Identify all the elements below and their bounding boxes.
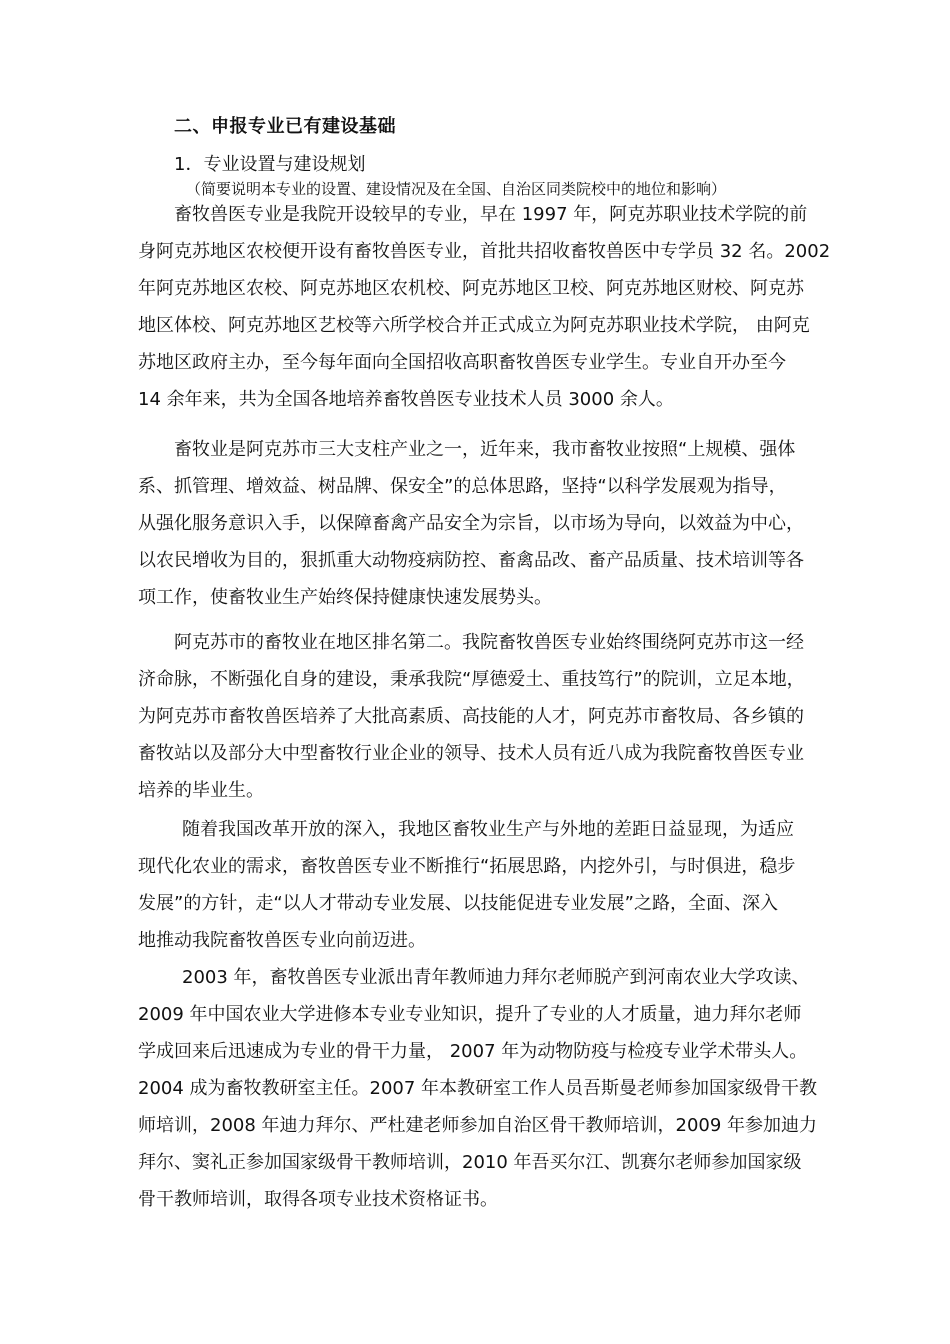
paragraph-4 bbox=[138, 811, 840, 959]
text-line: 项工作，使畜牧业生产始终保持健康快速发展势头。 bbox=[138, 587, 552, 608]
text-line: 畜牧业是阿克苏市三大支柱产业之一，近年来，我市畜牧业按照“上规模、强体 bbox=[174, 439, 796, 460]
text-line: 身阿克苏地区农校便开设有畜牧兽医专业，首批共招收畜牧兽医中专学员 32 名。2002 bbox=[138, 241, 831, 262]
text-line: 2003 年，畜牧兽医专业派出青年教师迪力拜尔老师脱产到河南农业大学攻读、 bbox=[182, 967, 810, 988]
paragraph-1 bbox=[138, 196, 840, 418]
text-line: 阿克苏市的畜牧业在地区排名第二。我院畜牧兽医专业始终围绕阿克苏市这一经 bbox=[174, 632, 804, 653]
text-line: 骨干教师培训，取得各项专业技术资格证书。 bbox=[138, 1189, 498, 1210]
text-line: 苏地区政府主办，至今每年面向全国招收高职畜牧兽医专业学生。专业自开办至今 bbox=[138, 352, 786, 373]
text-line: 随着我国改革开放的深入，我地区畜牧业生产与外地的差距日益显现，为适应 bbox=[182, 819, 794, 840]
paragraph-2 bbox=[138, 431, 840, 616]
sub-heading: 1．专业设置与建设规划 bbox=[174, 154, 366, 175]
text-line: 14 余年来，共为全国各地培养畜牧兽医专业技术人员 3000 余人。 bbox=[138, 389, 674, 410]
text-line: 济命脉，不断强化自身的建设，秉承我院“厚德爱土、重技笃行”的院训，立足本地， bbox=[138, 669, 805, 690]
text-line: 现代化农业的需求，畜牧兽医专业不断推行“拓展思路，内挖外引，与时俱进，稳步 bbox=[138, 856, 796, 877]
paragraph-3 bbox=[138, 624, 840, 809]
text-line: 培养的毕业生。 bbox=[138, 780, 264, 801]
text-line: 畜牧兽医专业是我院开设较早的专业，早在 1997 年，阿克苏职业技术学院的前 bbox=[174, 204, 808, 225]
text-line: 畜牧站以及部分大中型畜牧行业企业的领导、技术人员有近八成为我院畜牧兽医专业 bbox=[138, 743, 804, 764]
section-heading: 二、申报专业已有建设基础 bbox=[174, 116, 396, 137]
text-line: 从强化服务意识入手，以保障畜禽产品安全为宗旨，以市场为导向，以效益为中心， bbox=[138, 513, 804, 534]
text-line: 地推动我院畜牧兽医专业向前迈进。 bbox=[138, 930, 426, 951]
text-line: 为阿克苏市畜牧兽医培养了大批高素质、高技能的人才，阿克苏市畜牧局、各乡镇的 bbox=[138, 706, 804, 727]
text-line: 发展”的方针，走“以人才带动专业发展、以技能促进专业发展”之路，全面、深入 bbox=[138, 893, 778, 914]
text-line: 师培训，2008 年迪力拜尔、严杜建老师参加自治区骨干教师培训，2009 年参加迪力 bbox=[138, 1115, 818, 1136]
text-line: 学成回来后迅速成为专业的骨干力量， 2007 年为动物防疫与检疫专业学术带头人。 bbox=[138, 1041, 808, 1062]
text-line: 年阿克苏地区农校、阿克苏地区农机校、阿克苏地区卫校、阿克苏地区财校、阿克苏 bbox=[138, 278, 804, 299]
text-line: 2004 成为畜牧教研室主任。2007 年本教研室工作人员吾斯曼老师参加国家级骨干教 bbox=[138, 1078, 818, 1099]
text-line: 地区体校、阿克苏地区艺校等六所学校合并正式成立为阿克苏职业技术学院， 由阿克 bbox=[138, 315, 810, 336]
text-line: 系、抓管理、增效益、树品牌、保安全”的总体思路，坚持“以科学发展观为指导， bbox=[138, 476, 787, 497]
paragraph-5 bbox=[138, 959, 840, 1218]
text-line: 以农民增收为目的，狠抓重大动物疫病防控、畜禽品改、畜产品质量、技术培训等各 bbox=[138, 550, 804, 571]
text-line: 拜尔、窦礼正参加国家级骨干教师培训，2010 年吾买尔江、凯赛尔老师参加国家级 bbox=[138, 1152, 802, 1173]
text-line: 2009 年中国农业大学进修本专业专业知识，提升了专业的人才质量，迪力拜尔老师 bbox=[138, 1004, 802, 1025]
section-note: （简要说明本专业的设置、建设情况及在全国、自治区同类院校中的地位和影响） bbox=[186, 180, 727, 198]
